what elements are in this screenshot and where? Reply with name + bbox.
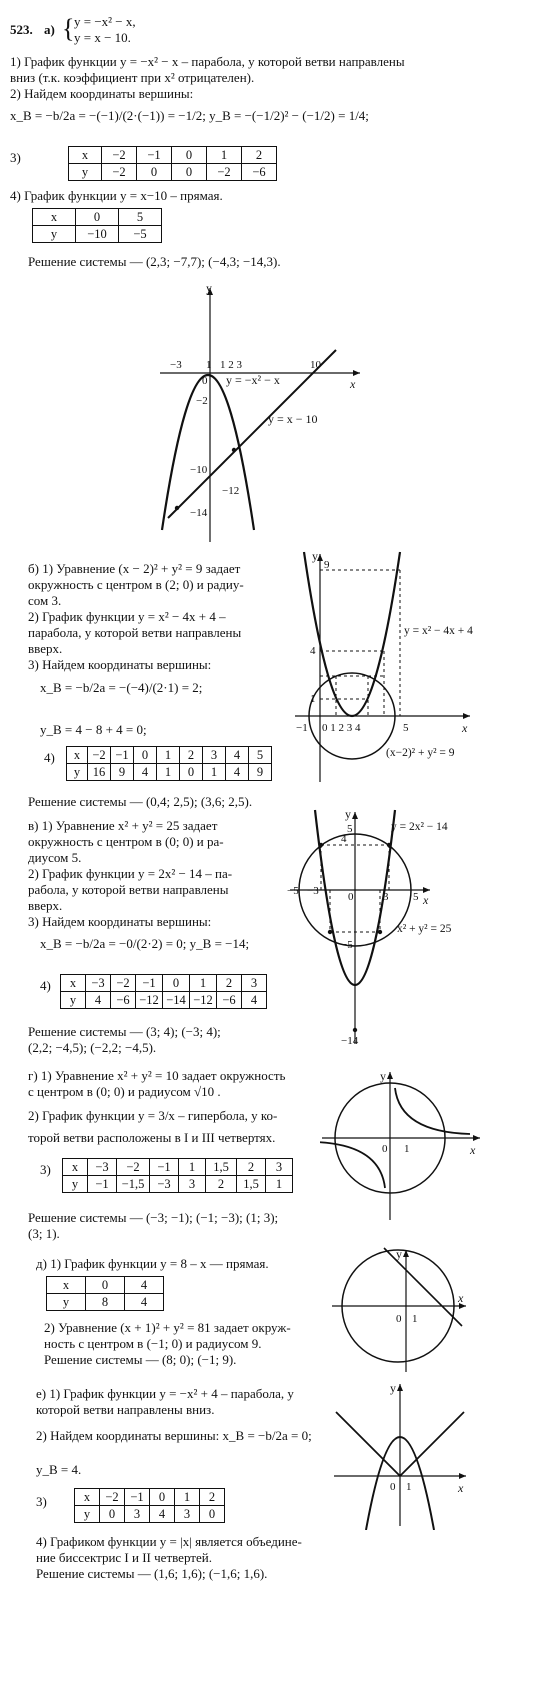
tick-label: 4 <box>310 645 316 657</box>
part-label-a: а) <box>44 22 55 37</box>
tick-label: 3 <box>383 891 389 903</box>
tick-label: 5 <box>347 823 353 835</box>
vertex-formula: x_B = −b/2a = −(−1)/(2·(−1)) = −1/2; y_B = −(−1/2)² − (−1/2) = 1/4; <box>10 108 369 123</box>
values-table: x −3 −2 −1 1 1,5 2 3 y −1 −1,5 −3 3 2 1,5 1 <box>62 1158 293 1193</box>
axis-label-x: x <box>458 1291 464 1305</box>
axis-label-y: y <box>390 1381 396 1395</box>
curve-label: y = 2x² − 14 <box>391 821 448 833</box>
graph-v <box>285 808 545 1048</box>
tick-label: 5 <box>403 722 409 734</box>
tick-label: −3 <box>307 885 319 897</box>
step-text: 4) <box>40 978 51 993</box>
text-line: 2) Уравнение (x + 1)² + y² = 81 задает окруж- <box>44 1320 291 1335</box>
solution-text: Решение системы — (1,6; 1,6); (−1,6; 1,6). <box>36 1566 268 1581</box>
graph-d <box>330 1246 480 1376</box>
graph-b <box>290 550 540 790</box>
tick-label: 0 1 2 3 4 <box>322 722 361 734</box>
values-table: x 0 4 y 8 4 <box>46 1276 164 1311</box>
tick-label: 1 2 3 <box>220 359 242 371</box>
text-line: которой ветви направлены вниз. <box>36 1402 215 1417</box>
tick-label: 1 <box>412 1313 418 1325</box>
values-table: x −3 −2 −1 0 1 2 3 y 4 −6 −12 −14 −12 −6 4 <box>60 974 267 1009</box>
text-line: сом 3. <box>28 593 62 608</box>
graph-a <box>150 280 370 545</box>
step-text: 3) <box>10 150 21 165</box>
text-line: е) 1) График функции y = −x² + 4 – парабола, у <box>36 1386 294 1401</box>
step-text: 2) Найдем координаты вершины: <box>10 86 194 101</box>
axis-label-x: x <box>423 893 429 907</box>
tick-label: 9 <box>324 559 330 571</box>
text-line: б) 1) Уравнение (x − 2)² + y² = 9 задает <box>28 561 241 576</box>
tick-label: 0 <box>202 375 208 387</box>
axis-label-y: y <box>312 550 318 563</box>
tick-label: −1 <box>296 722 308 734</box>
tick-label: 1 <box>310 693 316 705</box>
tick-label: 0 <box>348 891 354 903</box>
graph-e <box>330 1380 480 1530</box>
text-line: 3) Найдем координаты вершины: <box>28 914 212 929</box>
problem-number: 523. <box>10 22 33 37</box>
values-table: x 0 5 y −10 −5 <box>32 208 162 243</box>
vertex-formula: y_B = 4 − 8 + 4 = 0; <box>40 722 147 737</box>
solution-text: (2,2; −4,5); (−2,2; −4,5). <box>28 1040 157 1055</box>
step-text: вниз (т.к. коэффициент при x² отрицателен). <box>10 70 255 85</box>
axis-label-x: x <box>350 377 356 391</box>
tick-label: 1 <box>206 359 212 371</box>
axis-label-x: x <box>458 1481 464 1495</box>
text-line: в) 1) Уравнение x² + y² = 25 задает <box>28 818 218 833</box>
tick-label: 5 <box>413 891 419 903</box>
text-line: вверх. <box>28 898 63 913</box>
text-line: окружность с центром в (2; 0) и радиу- <box>28 577 244 592</box>
axis-label-y: y <box>380 1069 386 1083</box>
tick-label: −14 <box>341 1035 359 1047</box>
text-line: 2) График функции y = 2x² − 14 – па- <box>28 866 233 881</box>
text-line: диусом 5. <box>28 850 82 865</box>
text-line: 2) Найдем координаты вершины: x_B = −b/2a = 0; <box>36 1428 312 1443</box>
graph-g <box>320 1068 490 1228</box>
axis-label-y: y <box>206 281 212 295</box>
text-line: г) 1) Уравнение x² + y² = 10 задает окружность <box>28 1068 286 1083</box>
circle-label: (x−2)² + y² = 9 <box>386 747 455 759</box>
line-label: y = x − 10 <box>268 412 318 426</box>
values-table: x −2 −1 0 1 2 3 4 5 y 16 9 4 1 0 1 4 9 <box>66 746 272 781</box>
values-table: x −2 −1 0 1 2 y −2 0 0 −2 −6 <box>68 146 277 181</box>
solution-text: Решение системы — (2,3; −7,7); (−4,3; −14,3). <box>28 254 281 269</box>
axis-label-y: y <box>396 1247 402 1261</box>
axis-label-x: x <box>462 721 468 735</box>
text-line: с центром в (0; 0) и радиусом √10 . <box>28 1084 221 1099</box>
values-table: x −2 −1 0 1 2 y 0 3 4 3 0 <box>74 1488 225 1523</box>
curve-label: y = −x² − x <box>226 373 280 387</box>
text-line: рабола, у которой ветви направлены <box>28 882 229 897</box>
axis-label-y: y <box>345 808 351 821</box>
system-eq-2: y = x − 10. <box>74 30 131 45</box>
tick-label: −12 <box>222 485 240 497</box>
curve-label: y = x² − 4x + 4 <box>404 625 473 637</box>
tick-label: 10 <box>310 359 321 371</box>
text-line: вверх. <box>28 641 63 656</box>
tick-label: 0 <box>382 1143 388 1155</box>
tick-label: 1 <box>406 1481 412 1493</box>
step-text: 3) <box>36 1494 47 1509</box>
text-line: парабола, у которой ветви направлены <box>28 625 242 640</box>
vertex-formula: x_B = −b/2a = −(−4)/(2·1) = 2; <box>40 680 203 695</box>
text-line: ность с центром в (−1; 0) и радиусом 9. <box>44 1336 262 1351</box>
solution-text: Решение системы — (3; 4); (−3; 4); <box>28 1024 221 1039</box>
tick-label: −5 <box>341 939 353 951</box>
tick-label: −10 <box>190 464 208 476</box>
solution-text: (3; 1). <box>28 1226 60 1241</box>
step-text: 4) <box>44 750 55 765</box>
step-text: 1) График функции y = −x² − x – парабола, у которой ветви направлены <box>10 54 405 69</box>
tick-label: 0 <box>390 1481 396 1493</box>
text-line: 3) Найдем координаты вершины: <box>28 657 212 672</box>
vertex-formula: x_B = −b/2a = −0/(2·2) = 0; y_B = −14; <box>40 936 250 951</box>
text-line: ние биссектрис I и II четвертей. <box>36 1550 212 1565</box>
text-line: окружность с центром в (0; 0) и ра- <box>28 834 224 849</box>
tick-label: 4 <box>341 833 347 845</box>
tick-label: −3 <box>170 359 182 371</box>
tick-label: 0 <box>396 1313 402 1325</box>
text-line: торой ветви расположены в I и III четвертях. <box>28 1130 276 1145</box>
solution-text: Решение системы — (−3; −1); (−1; −3); (1; 3); <box>28 1210 279 1225</box>
tick-label: −14 <box>190 507 208 519</box>
tick-label: −2 <box>196 395 208 407</box>
text-line: 2) График функции y = x² − 4x + 4 – <box>28 609 226 624</box>
system-eq-1: y = −x² − x, <box>74 14 136 29</box>
solution-text: Решение системы — (8; 0); (−1; 9). <box>44 1352 237 1367</box>
tick-label: 1 <box>404 1143 410 1155</box>
text-line: д) 1) График функции y = 8 – x — прямая. <box>36 1256 269 1271</box>
step-text: 4) График функции y = x−10 – прямая. <box>10 188 223 203</box>
solution-text: Решение системы — (0,4; 2,5); (3,6; 2,5). <box>28 794 253 809</box>
tick-label: −5 <box>287 885 299 897</box>
text-line: 4) Графиком функции y = |x| является объедине- <box>36 1534 302 1549</box>
step-text: 3) <box>40 1162 51 1177</box>
circle-label: x² + y² = 25 <box>397 923 452 935</box>
axis-label-x: x <box>470 1143 476 1157</box>
text-line: 2) График функции y = 3/x – гипербола, у ко- <box>28 1108 278 1123</box>
text-line: y_B = 4. <box>36 1462 82 1477</box>
system-brace: { <box>62 14 75 43</box>
